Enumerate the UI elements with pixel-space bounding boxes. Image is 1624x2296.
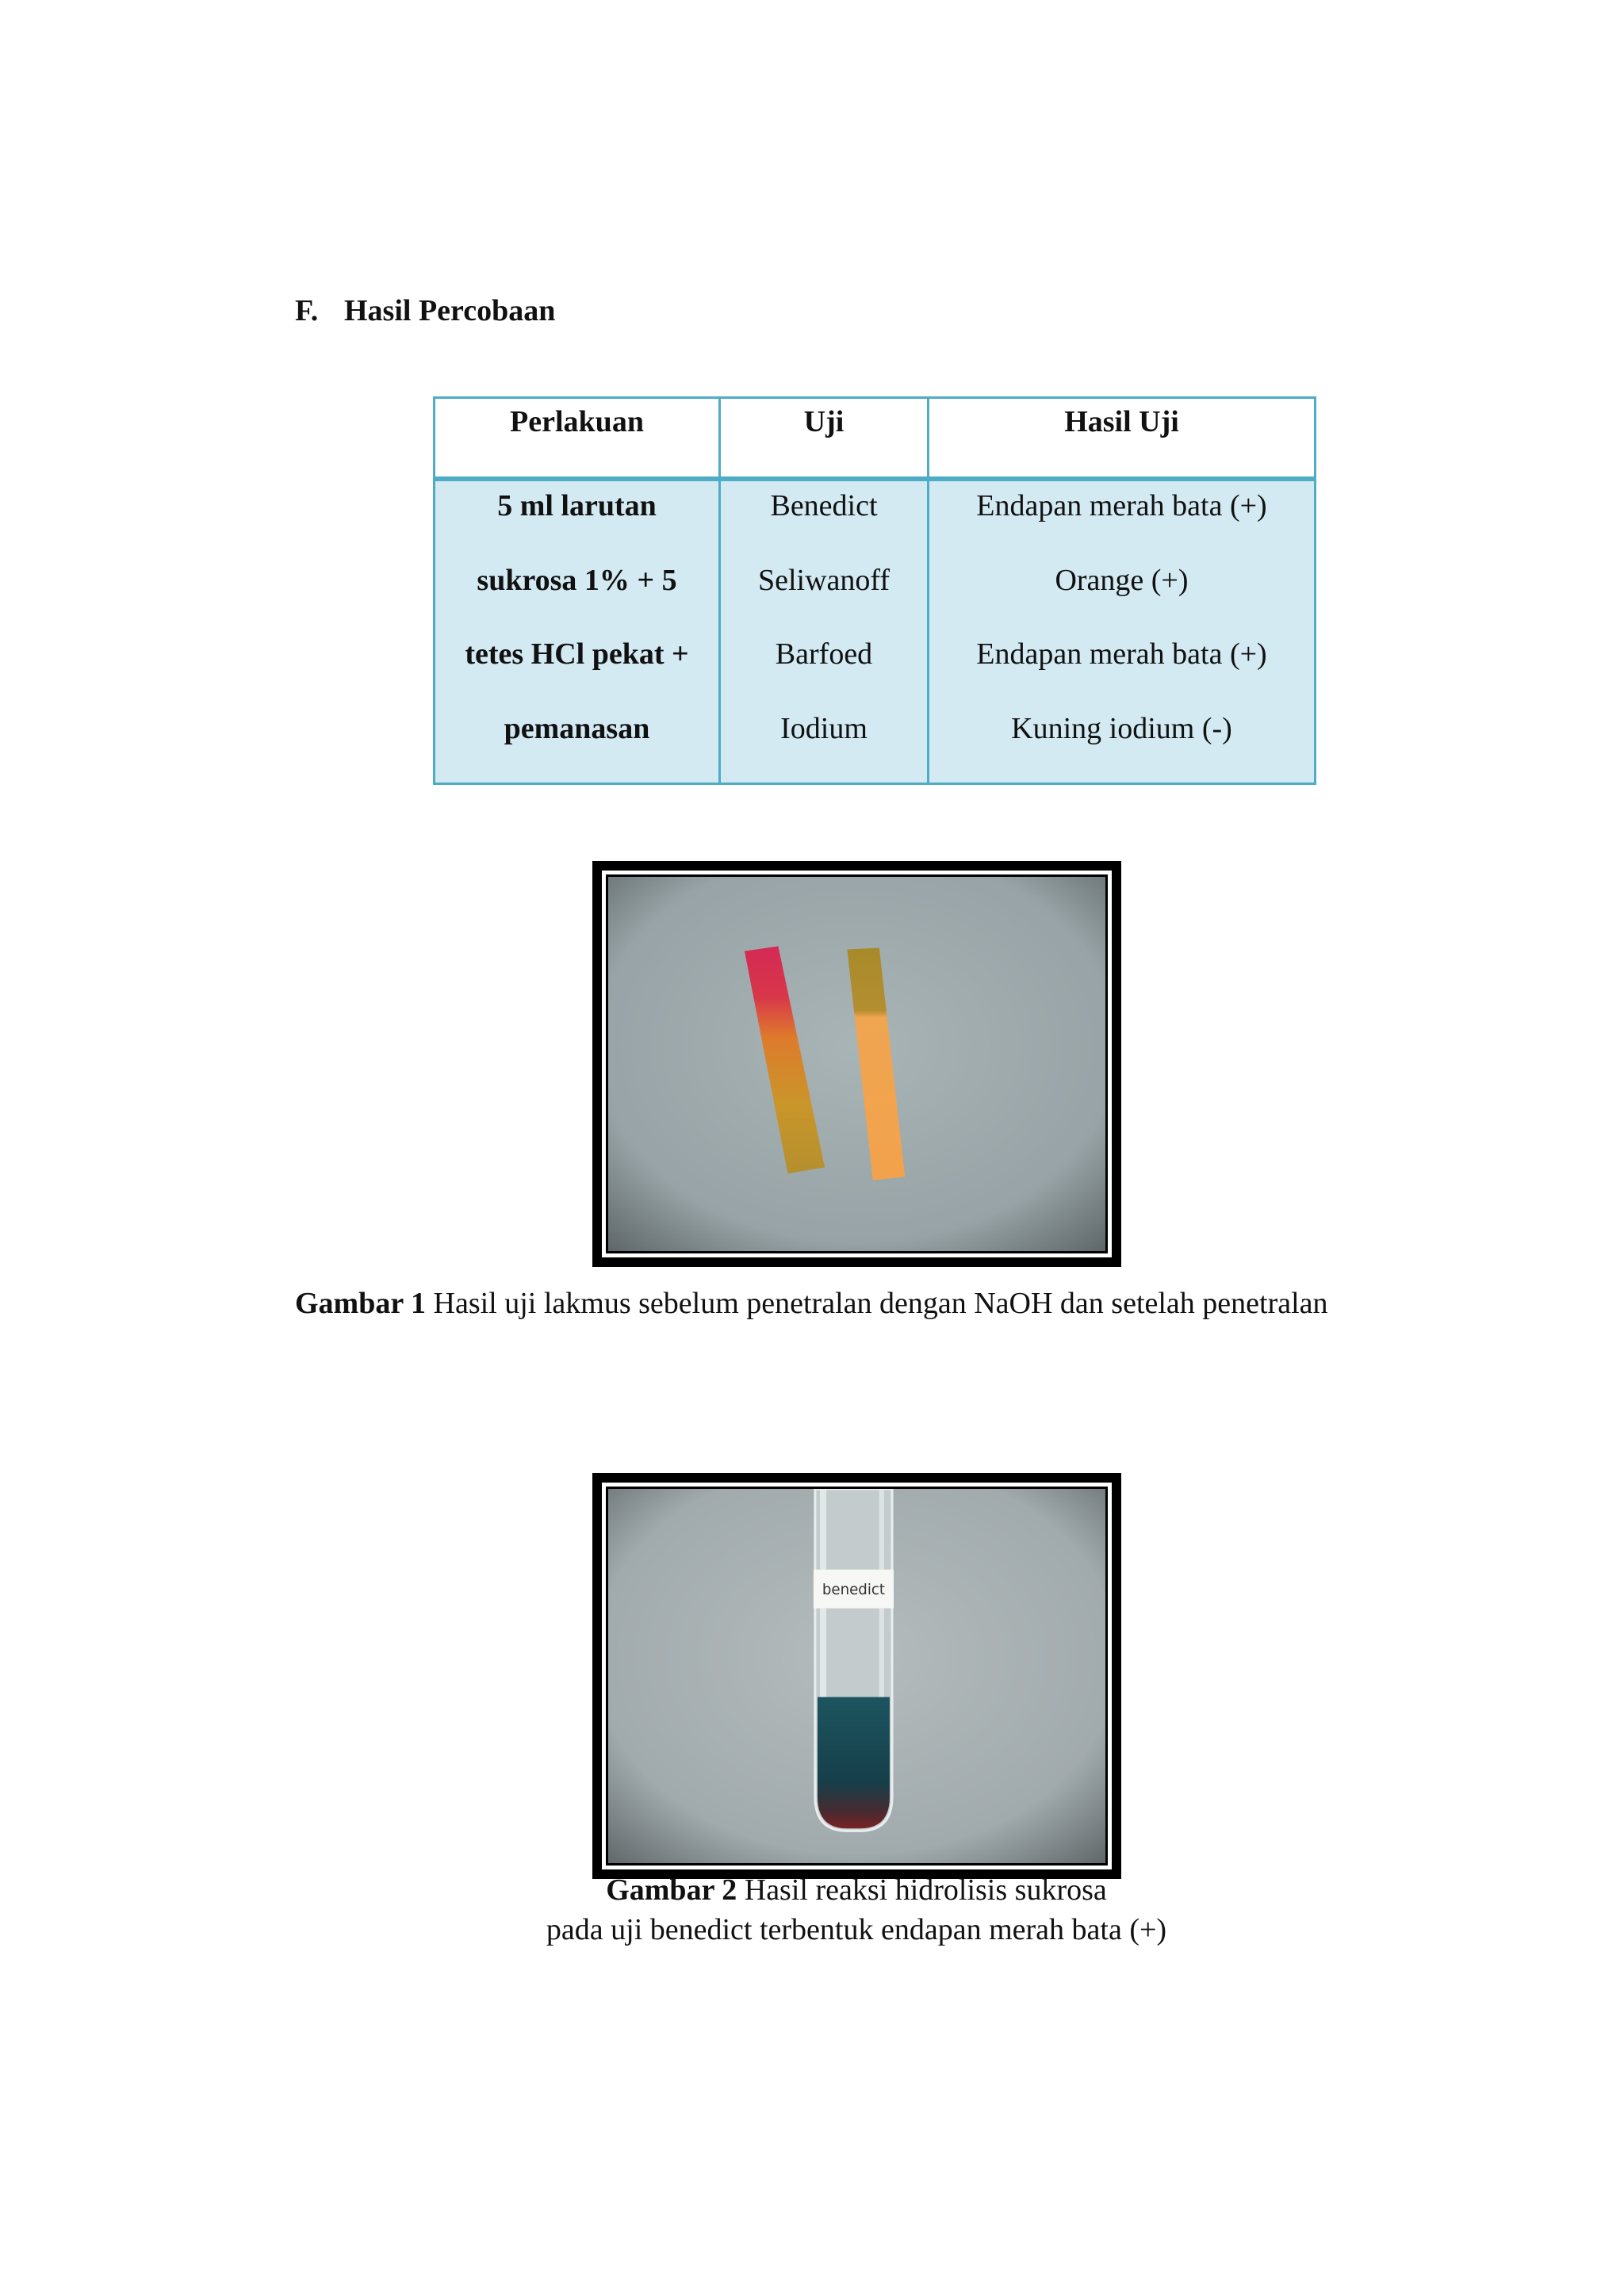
test-cell: Benedict [770, 489, 878, 522]
test-cell: Iodium [780, 711, 868, 745]
figure1-photo [592, 861, 1121, 1267]
treatment-line: 5 ml larutan [497, 489, 657, 522]
result-column [929, 481, 1314, 783]
figure2-label: Gambar 2 [606, 1873, 737, 1907]
result-cell: Endapan merah bata (+) [976, 489, 1267, 522]
tube-label-text: benedict [822, 1582, 886, 1599]
figure2-caption-text: Hasil reaksi hidrolisis sukrosa [744, 1873, 1107, 1907]
result-cell: Kuning iodium (-) [1011, 711, 1232, 745]
figure2-caption-line1 [0, 1873, 1624, 1908]
header-hasil-uji: Hasil Uji [1064, 405, 1179, 438]
treatment-line: sukrosa 1% + 5 [477, 563, 677, 597]
figure1-label: Gambar 1 [295, 1287, 427, 1320]
section-letter: F. [295, 294, 319, 327]
treatment-cell [435, 481, 718, 783]
section-title: Hasil Percobaan [344, 294, 556, 327]
test-tube-image [608, 1489, 1105, 1863]
results-table [433, 396, 1316, 785]
treatment-line: tetes HCl pekat + [465, 637, 689, 671]
test-column [721, 481, 927, 783]
header-uji: Uji [803, 405, 845, 438]
figure1-caption-text: Hasil uji lakmus sebelum penetralan dengan NaOH dan setelah penetralan [433, 1287, 1328, 1320]
figure1-caption [295, 1286, 1611, 1321]
figure2-photo [592, 1473, 1121, 1879]
litmus-strips-image [608, 877, 1105, 1251]
treatment-line: pemanasan [504, 711, 650, 745]
result-cell: Orange (+) [1055, 563, 1189, 597]
result-cell: Endapan merah bata (+) [976, 637, 1267, 671]
header-perlakuan: Perlakuan [510, 405, 644, 438]
section-heading [295, 293, 555, 328]
benedict-solution [818, 1697, 890, 1828]
test-cell: Barfoed [775, 637, 873, 671]
test-cell: Seliwanoff [757, 563, 891, 597]
figure2-caption-line2: pada uji benedict terbentuk endapan merah bata (+) [546, 1913, 1167, 1946]
